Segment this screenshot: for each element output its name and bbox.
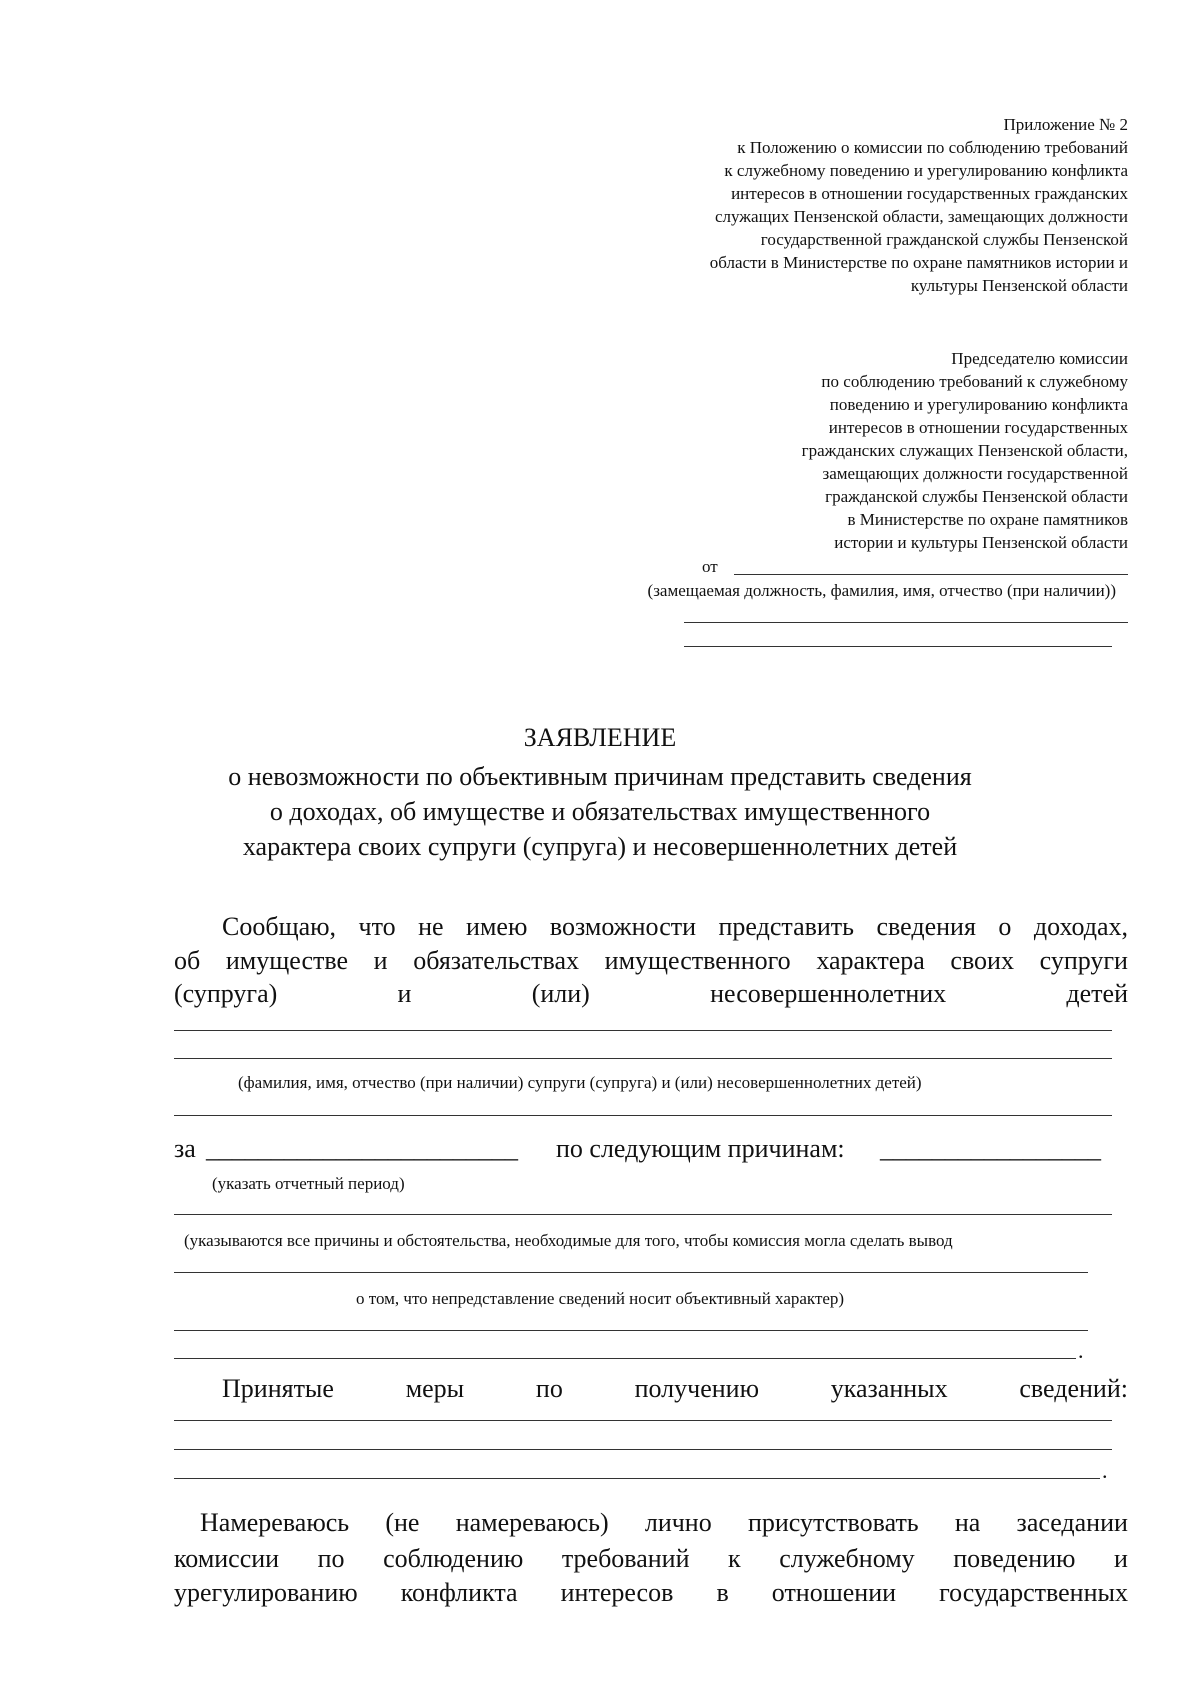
intent-line-2 [174, 1544, 1128, 1574]
reasons-blank[interactable]: _________________ [880, 1134, 1101, 1163]
word: требований [561, 1544, 690, 1573]
addressee-line: Председателю комиссии [951, 349, 1128, 368]
appendix-line: государственной гражданской службы Пензенской [760, 230, 1128, 249]
word: (или) [531, 979, 590, 1008]
period-caption: (указать отчетный период) [212, 1174, 405, 1193]
word: Принятые [222, 1374, 334, 1403]
period-blank[interactable]: ________________________ [206, 1134, 518, 1163]
word: и [397, 979, 412, 1008]
reasons-fill-line-3[interactable] [174, 1330, 1088, 1331]
word: супруги [1039, 946, 1128, 975]
appendix-line: служащих Пензенской области, замещающих должности [714, 207, 1128, 226]
measures-fill-line-2[interactable] [174, 1449, 1112, 1450]
word: соблюдению [383, 1544, 524, 1573]
appendix-line: Приложение № 2 [1003, 115, 1128, 134]
word: (супруга) [174, 979, 278, 1008]
word: и [1113, 1544, 1128, 1573]
measures-end-dot: . [1102, 1458, 1108, 1483]
intent-line-1 [200, 1508, 1128, 1538]
word: сведений: [1019, 1374, 1128, 1403]
from-label: от [702, 557, 718, 576]
addressee-line: гражданских служащих Пензенской области, [801, 441, 1128, 460]
reasons-end-dot: . [1078, 1338, 1084, 1363]
word: отношении [771, 1578, 897, 1607]
word: присутствовать [747, 1508, 919, 1537]
appendix-line: к Положению о комиссии по соблюдению требований [737, 138, 1128, 157]
document-title: ЗАЯВЛЕНИЕ [523, 723, 677, 752]
word: имуществе [225, 946, 349, 975]
period-prefix: за [174, 1134, 196, 1163]
reasons-caption-1: (указываются все причины и обстоятельства, необходимые для того, чтобы комиссия могла сделать вывод [184, 1231, 953, 1250]
word: об [174, 946, 201, 975]
measures-line [222, 1374, 1128, 1404]
from-fill-line[interactable] [734, 574, 1128, 575]
word: детей [1066, 979, 1128, 1008]
addressee-line: интересов в отношении государственных [828, 418, 1128, 437]
word: интересов [560, 1578, 674, 1607]
word: (не [385, 1508, 420, 1537]
word: урегулированию [174, 1578, 358, 1607]
from-caption: (замещаемая должность, фамилия, имя, отчество (при наличии)) [647, 581, 1116, 600]
word: к [728, 1544, 741, 1573]
word: лично [644, 1508, 712, 1537]
word: обязательствах [413, 946, 580, 975]
statement-line-3 [174, 979, 1128, 1009]
word: государственных [939, 1578, 1128, 1607]
addressee-line: гражданской службы Пензенской области [825, 487, 1128, 506]
appendix-line: области в Министерстве по охране памятников истории и [709, 253, 1128, 272]
word: поведению [953, 1544, 1076, 1573]
word: и [373, 946, 388, 975]
word: намереваюсь) [455, 1508, 609, 1537]
appendix-line: к служебному поведению и урегулированию конфликта [724, 161, 1128, 180]
addressee-line: истории и культуры Пензенской области [834, 533, 1128, 552]
reasons-fill-line-4[interactable] [174, 1358, 1076, 1359]
addressee-line: по соблюдению требований к служебному [821, 372, 1128, 391]
persons-fill-line-2[interactable] [174, 1058, 1112, 1059]
from-fill-line-3[interactable] [684, 646, 1112, 647]
reasons-caption-2: о том, что непредставление сведений носит объективный характер) [356, 1289, 845, 1308]
persons-caption: (фамилия, имя, отчество (при наличии) супруги (супруга) и (или) несовершеннолетних детей) [238, 1073, 922, 1092]
word: конфликта [400, 1578, 518, 1607]
word: на [954, 1508, 981, 1537]
intent-line-3 [174, 1578, 1128, 1608]
word: в [716, 1578, 729, 1607]
persons-fill-line-3[interactable] [174, 1115, 1112, 1116]
measures-fill-line-3[interactable] [174, 1478, 1100, 1479]
document-subtitle-line: о невозможности по объективным причинам представить сведения [228, 762, 972, 791]
word: несовершеннолетних [710, 979, 947, 1008]
word: характера [816, 946, 925, 975]
word: своих [950, 946, 1014, 975]
word: по [535, 1374, 563, 1403]
statement-line-2 [174, 946, 1128, 976]
measures-fill-line-1[interactable] [174, 1420, 1112, 1421]
word: Намереваюсь [200, 1508, 350, 1537]
reasons-fill-line-1[interactable] [174, 1214, 1112, 1215]
appendix-line: интересов в отношении государственных гражданских [731, 184, 1128, 203]
from-fill-line-2[interactable] [684, 622, 1128, 623]
document-subtitle-line: характера своих супруги (супруга) и несовершеннолетних детей [242, 832, 958, 861]
addressee-line: замещающих должности государственной [822, 464, 1128, 483]
document-subtitle-line: о доходах, об имуществе и обязательствах имущественного [269, 797, 931, 826]
word: меры [405, 1374, 465, 1403]
addressee-line: в Министерстве по охране памятников [847, 510, 1128, 529]
word: заседании [1016, 1508, 1128, 1537]
word: получению [634, 1374, 759, 1403]
reasons-label: по следующим причинам: [556, 1134, 845, 1163]
word: комиссии [174, 1544, 280, 1573]
word: указанных [830, 1374, 948, 1403]
word: служебному [779, 1544, 915, 1573]
appendix-line: культуры Пензенской области [910, 276, 1128, 295]
statement-line-1: Сообщаю, что не имею возможности представить сведения о доходах, [222, 912, 1128, 941]
word: по [317, 1544, 345, 1573]
addressee-line: поведению и урегулированию конфликта [829, 395, 1128, 414]
persons-fill-line-1[interactable] [174, 1030, 1112, 1031]
reasons-fill-line-2[interactable] [174, 1272, 1088, 1273]
word: имущественного [604, 946, 791, 975]
